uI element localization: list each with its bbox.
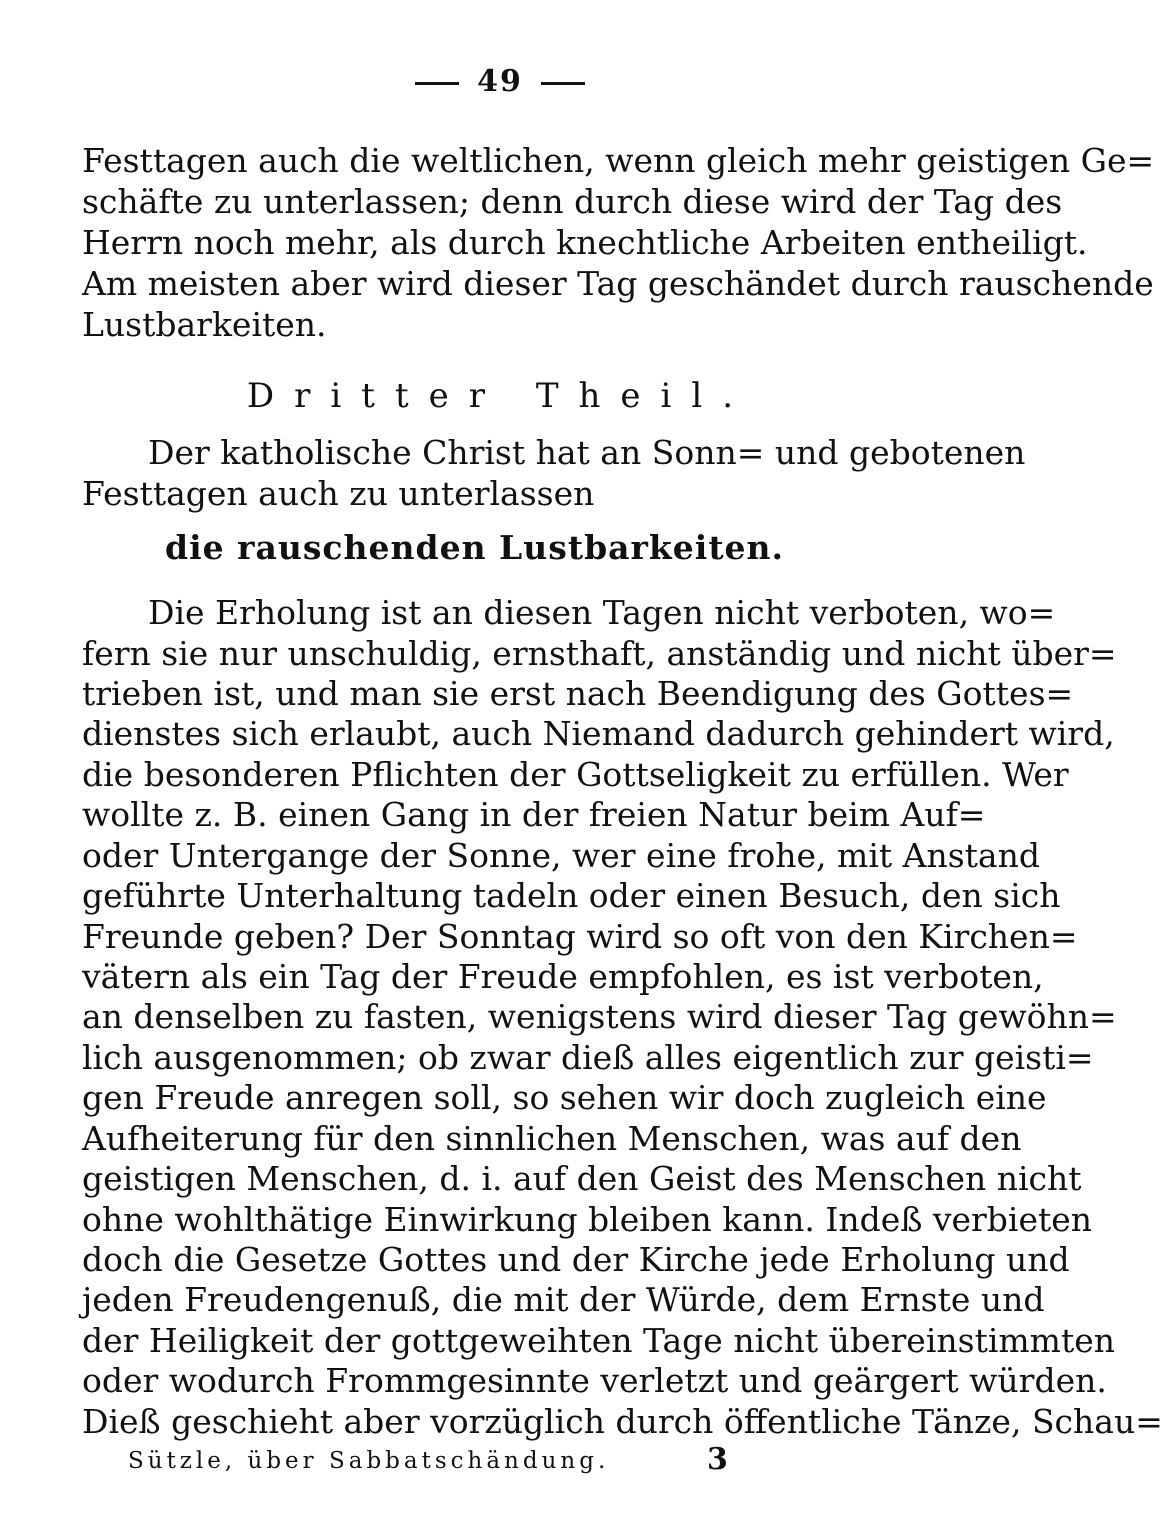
subheading: die rauschenden Lustbarkeiten. xyxy=(165,528,785,567)
body-line: Freunde geben? Der Sonntag wird so oft von den Kirchen= xyxy=(82,917,1078,956)
body-line: der Heiligkeit der gottgeweihten Tage nicht übereinstimmten xyxy=(82,1321,1116,1360)
body-line: vätern als ein Tag der Freude empfohlen, es ist verboten, xyxy=(82,957,1044,996)
body-line: doch die Gesetze Gottes und der Kirche jede Erholung und xyxy=(82,1240,1070,1279)
body-line: oder wodurch Frommgesinnte verletzt und geärgert würden. xyxy=(82,1361,1107,1400)
page-number: 49 xyxy=(477,64,523,99)
header-dash-right xyxy=(541,82,585,85)
text-line: Lustbarkeiten. xyxy=(82,305,327,344)
body-line: die besonderen Pflichten der Gottseligkeit zu erfüllen. Wer xyxy=(82,755,1069,794)
body-line: Aufheiterung für den sinnlichen Menschen, was auf den xyxy=(82,1119,1022,1158)
header-dash-left xyxy=(415,82,459,85)
body-line: jeden Freudengenuß, die mit der Würde, dem Ernste und xyxy=(82,1280,1045,1319)
body-line: fern sie nur unschuldig, ernsthaft, anständig und nicht über= xyxy=(82,634,1117,673)
body-line: ohne wohlthätige Einwirkung bleiben kann. Indeß verbieten xyxy=(82,1200,1093,1239)
statement-line: Festtagen auch zu unterlassen xyxy=(82,474,595,513)
footer-running-title: Sützle, über Sabbatschändung. xyxy=(128,1448,610,1474)
section-title: Dritter Theil. xyxy=(246,376,754,416)
body-line: trieben ist, und man sie erst nach Beendigung des Gottes= xyxy=(82,674,1074,713)
page-header xyxy=(0,64,1000,99)
body-line: wollte z. B. einen Gang in der freien Natur beim Auf= xyxy=(82,795,986,834)
text-line: Am meisten aber wird dieser Tag geschändet durch rauschende xyxy=(82,264,1154,303)
body-line: gen Freude anregen soll, so sehen wir doch zugleich eine xyxy=(82,1078,1047,1117)
statement-line: Der katholische Christ hat an Sonn= und gebotenen xyxy=(148,433,1026,472)
body-line: geführte Unterhaltung tadeln oder einen Besuch, den sich xyxy=(82,876,1061,915)
body-line: geistigen Menschen, d. i. auf den Geist des Menschen nicht xyxy=(82,1159,1082,1198)
body-line: oder Untergange der Sonne, wer eine frohe, mit Anstand xyxy=(82,836,1040,875)
body-line: an denselben zu fasten, wenigstens wird dieser Tag gewöhn= xyxy=(82,997,1117,1036)
text-line: Festtagen auch die weltlichen, wenn gleich mehr geistigen Ge= xyxy=(82,141,1155,180)
text-line: Herrn noch mehr, als durch knechtliche Arbeiten entheiligt. xyxy=(82,223,1088,262)
text-line: schäfte zu unterlassen; denn durch diese wird der Tag des xyxy=(82,182,1063,221)
body-line: dienstes sich erlaubt, auch Niemand dadurch gehindert wird, xyxy=(82,714,1115,753)
signature-mark: 3 xyxy=(707,1442,728,1477)
body-line: Die Erholung ist an diesen Tagen nicht verboten, wo= xyxy=(148,593,1056,632)
body-line: lich ausgenommen; ob zwar dieß alles eigentlich zur geisti= xyxy=(82,1038,1094,1077)
body-line: Dieß geschieht aber vorzüglich durch öffentliche Tänze, Schau= xyxy=(82,1402,1163,1441)
